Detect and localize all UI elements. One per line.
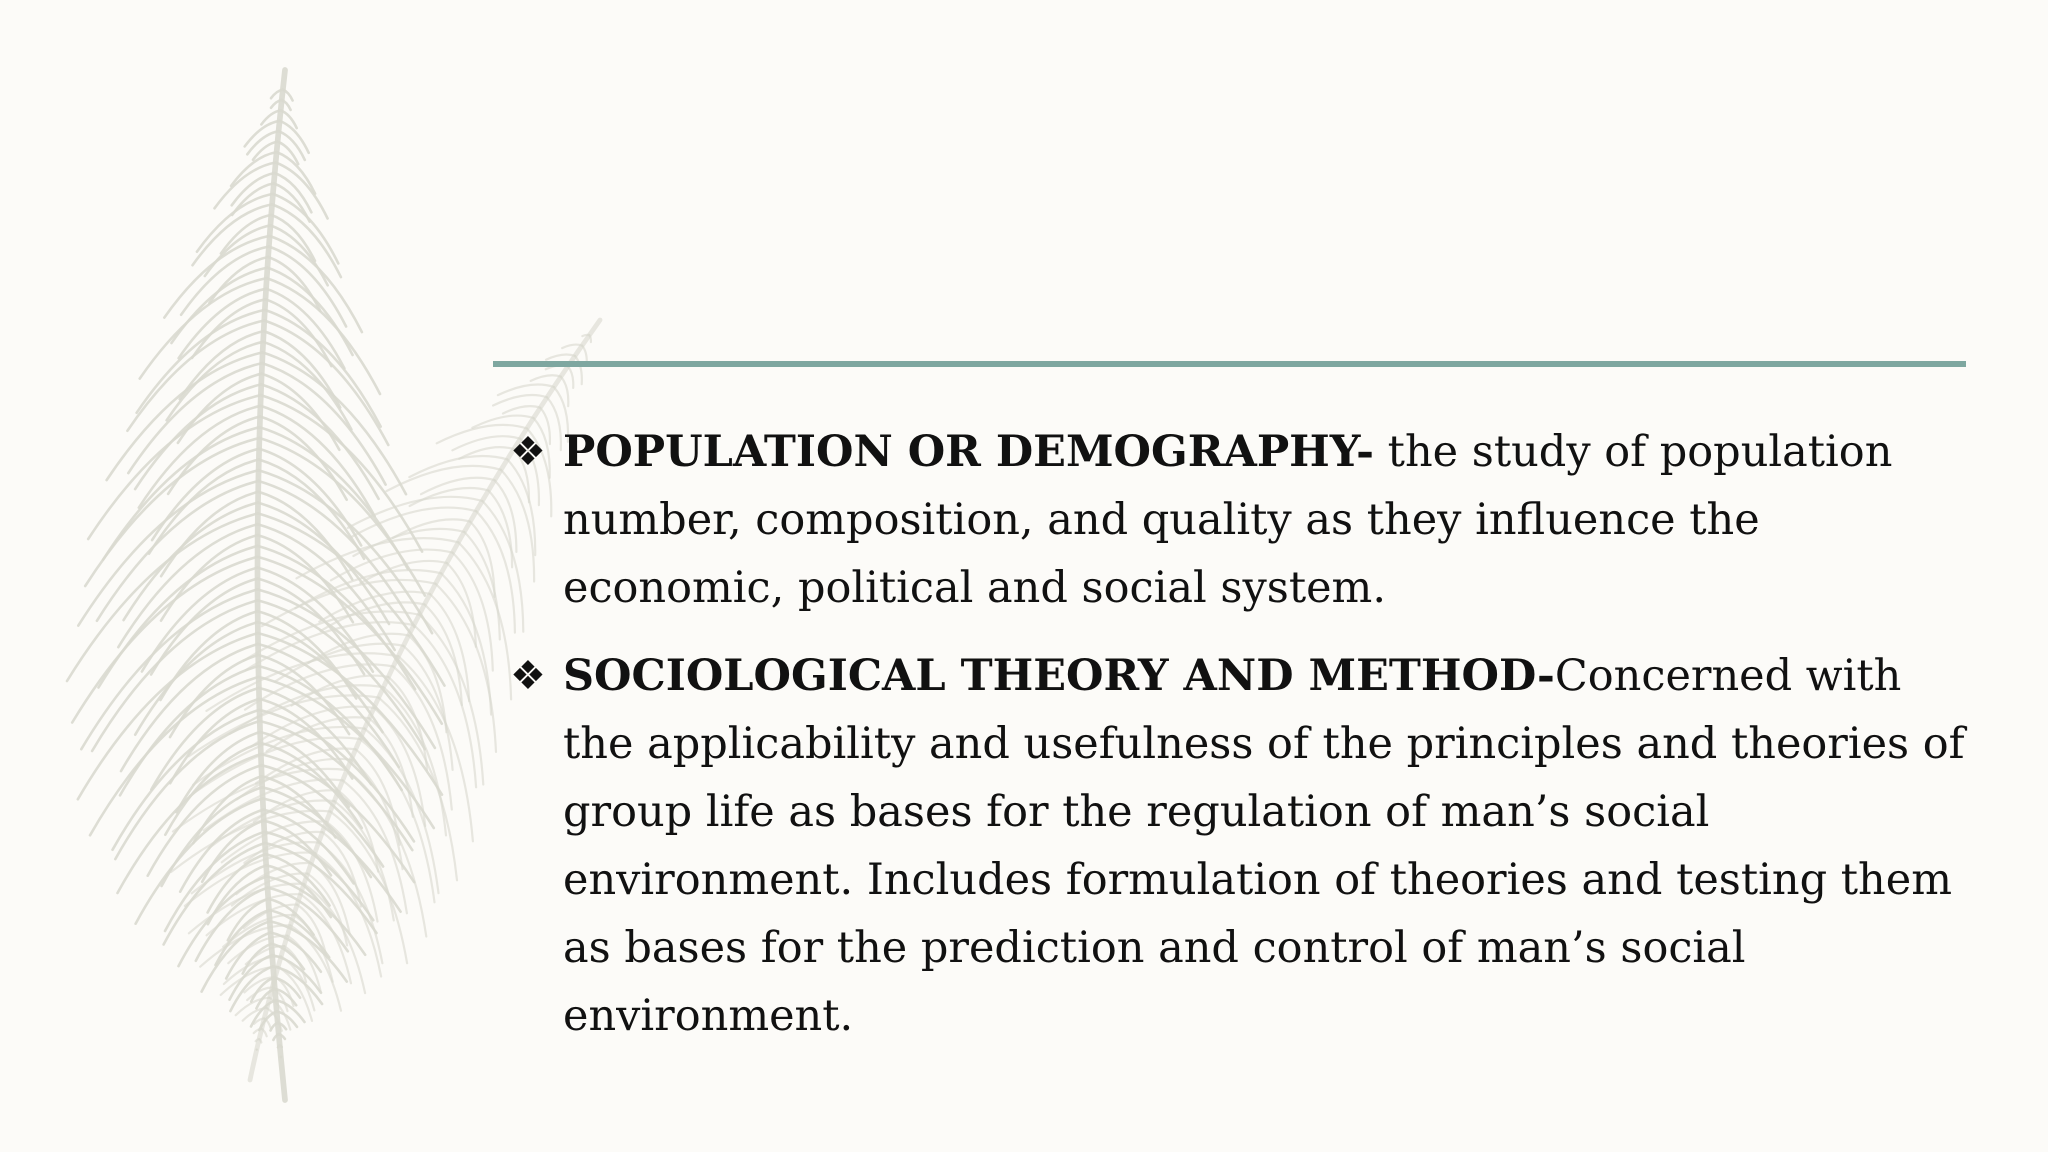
bullet-text: the study of population number, composition, and quality as they influence the economic, political and social system.	[563, 427, 1893, 613]
bullet-term: SOCIOLOGICAL THEORY AND METHOD-	[563, 651, 1555, 701]
bullet-term: POPULATION OR DEMOGRAPHY-	[563, 427, 1374, 477]
divider-line	[493, 361, 1966, 367]
four-diamond-bullet-icon: ❖	[510, 429, 546, 475]
four-diamond-bullet-icon: ❖	[510, 653, 546, 699]
bullet-item-population	[510, 418, 1970, 622]
bullet-text: Concerned with the applicability and usefulness of the principles and theories of group life as bases for the regulation of man’s social environment. Includes formulation of theories and testing them as bases for the prediction and control of man’s social environment.	[563, 651, 1965, 1041]
bullet-item-sociological-theory	[510, 642, 1970, 1050]
bullet-list	[510, 418, 1970, 1070]
